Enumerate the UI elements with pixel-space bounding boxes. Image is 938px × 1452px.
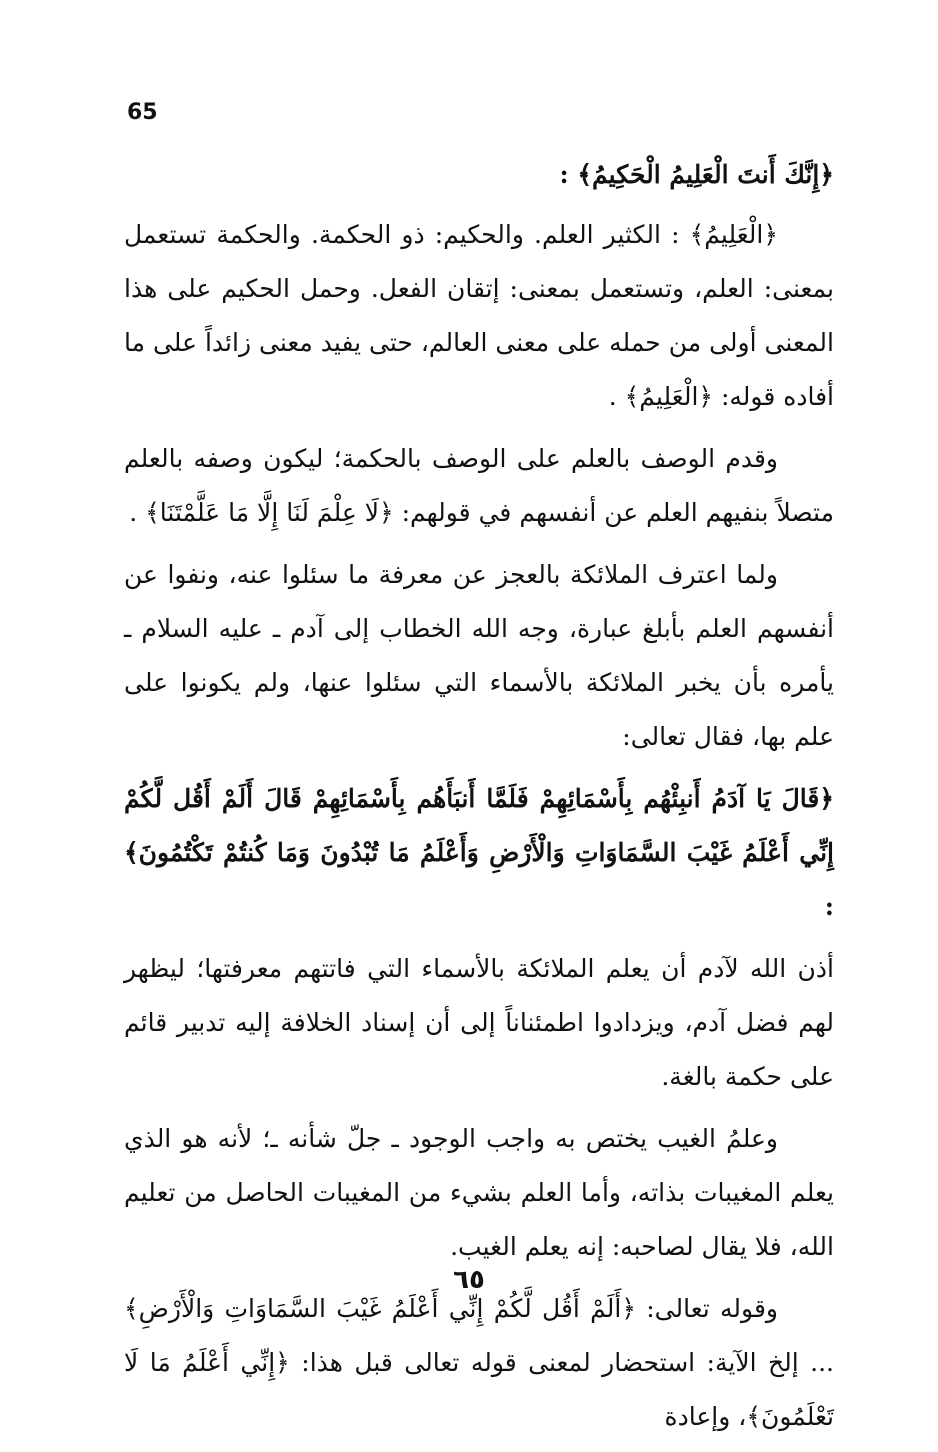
- paragraph-angels-admission: ولما اعترف الملائكة بالعجز عن معرفة ما سئلوا عنه، ونفوا عن أنفسهم العلم بأبلغ عبارة، وجه الله الخطاب إلى آدم ـ عليه السلام ـ يأمره بأن يخبر الملائكة بالأسماء التي سئلوا عنها، ولم يكونوا على علم بها، فقال تعالى:: [124, 560, 834, 751]
- paragraph-adam-taught: أذن الله لآدم أن يعلم الملائكة بالأسماء التي فاتتهم معرفتها؛ ليظهر لهم فضل آدم، ويزدادوا اطمئناناً إلى أن إسناد الخلافة إليه تدبير قائم على حكمة بالغة.: [124, 954, 834, 1091]
- paragraph-knowledge-of-unseen: وعلمُ الغيب يختص به واجب الوجود ـ جلّ شأنه ـ؛ لأنه هو الذي يعلم المغيبات بذاته، وأما العلم بشيء من المغيبات الحاصل من تعليم الله، فلا يقال لصاحبه: إنه يعلم الغيب.: [124, 1124, 834, 1261]
- page-text-column: [124, 148, 834, 1452]
- paragraph-order-of-attributes: وقدم الوصف بالعلم على الوصف بالحكمة؛ ليكون وصفه بالعلم متصلاً بنفيهم العلم عن أنفسهم في قولهم: ﴿لَا عِلْمَ لَنَا إِلَّا مَا عَلَّمْتَنَا﴾ .: [124, 444, 834, 527]
- verse-heading: ﴿إِنَّكَ أَنتَ الْعَلِيمُ الْحَكِيمُ﴾ :: [559, 160, 834, 189]
- page-number-top: 65: [127, 100, 158, 125]
- quran-verse-block: ﴿قَالَ يَا آدَمُ أَنبِئْهُم بِأَسْمَائِهِمْ فَلَمَّا أَنبَأَهُم بِأَسْمَائِهِمْ قَالَ أَلَمْ أَقُل لَّكُمْ إِنِّي أَعْلَمُ غَيْبَ السَّمَاوَاتِ وَالْأَرْضِ وَأَعْلَمُ مَا تُبْدُونَ وَمَا كُنتُمْ تَكْتُمُونَ﴾ :: [124, 784, 834, 921]
- page-number-bottom: ٦٥: [453, 1265, 485, 1295]
- paragraph-definition: ﴿الْعَلِيمُ﴾ : الكثير العلم. والحكيم: ذو الحكمة. والحكمة تستعمل بمعنى: العلم، وتستعمل بمعنى: إتقان الفعل. وحمل الحكيم على هذا المعنى أولى من حمله على معنى العالم، حتى يفيد معنى زائداً على ما أفاده قوله: ﴿الْعَلِيمُ﴾ .: [124, 220, 834, 411]
- paragraph-verse-commentary: وقوله تعالى: ﴿أَلَمْ أَقُل لَّكُمْ إِنِّي أَعْلَمُ غَيْبَ السَّمَاوَاتِ وَالْأَرْضِ﴾ ... إلخ الآية: استحضار لمعنى قوله تعالى قبل هذا: ﴿إِنِّي أَعْلَمُ مَا لَا تَعْلَمُونَ﴾، وإعادة: [124, 1294, 834, 1431]
